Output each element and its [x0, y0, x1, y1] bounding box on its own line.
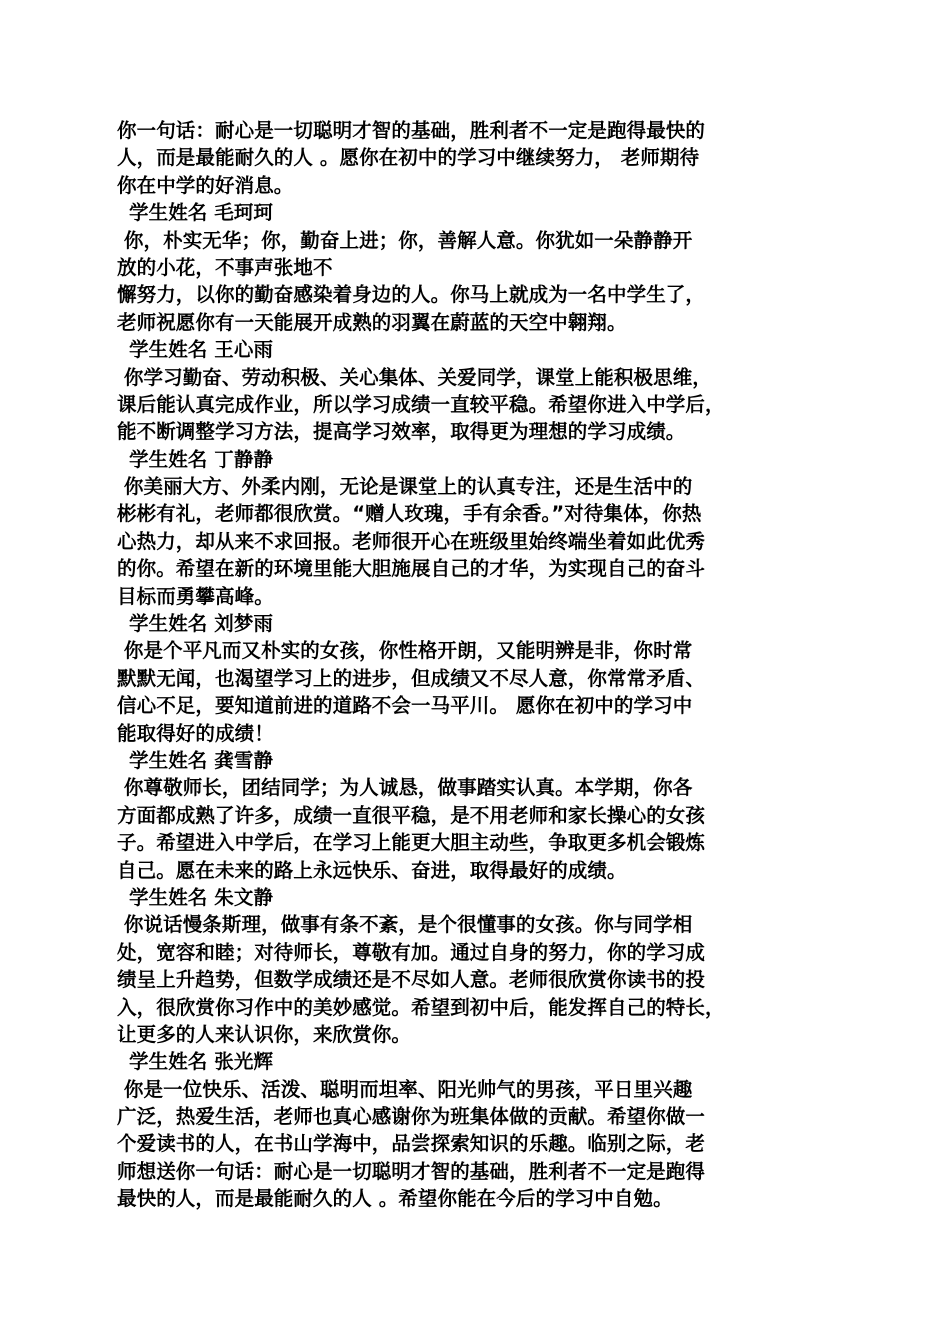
student-name-line: 学生姓名 刘梦雨: [129, 612, 274, 636]
comment-text-line: 方面都成熟了许多，成绩一直很平稳，是不用老师和家长操心的女孩: [117, 803, 706, 827]
student-name-line: 学生姓名 龚雪静: [129, 748, 274, 772]
comment-text-line: 能不断调整学习方法，提高学习效率，取得更为理想的学习成绩。: [117, 420, 686, 444]
comment-text-line: 课后能认真完成作业，所以学习成绩一直较平稳。希望你进入中学后，: [117, 392, 725, 416]
comment-text-line: 懈努力，以你的勤奋感染着身边的人。你马上就成为一名中学生了，: [117, 283, 706, 307]
comment-text-line: 你是个平凡而又朴实的女孩，你性格开朗，又能明辨是非，你时常: [117, 639, 693, 663]
student-name-line: 学生姓名 毛珂珂: [129, 201, 274, 225]
comment-text-line: 你尊敬师长，团结同学；为人诚恳，做事踏实认真。本学期，你各: [117, 776, 693, 800]
comment-text-line: 广泛，热爱生活，老师也真心感谢你为班集体做的贡献。希望你做一: [117, 1105, 706, 1129]
comment-text-line: 师想送你一句话：耐心是一切聪明才智的基础，胜利者不一定是跑得: [117, 1159, 706, 1183]
comment-text-line: 你是一位快乐、活泼、聪明而坦率、阳光帅气的男孩，平日里兴趣: [117, 1077, 693, 1101]
comment-text-line: 目标而勇攀高峰。: [117, 584, 274, 608]
comment-text-line: 让更多的人来认识你，来欣赏你。: [117, 1022, 412, 1046]
comment-text-line: 你，朴实无华；你，勤奋上进；你，善解人意。你犹如一朵静静开: [117, 228, 693, 252]
comment-text-line: 彬彬有礼，老师都很欣赏。“赠人玫瑰，手有余香。”对待集体，你热: [117, 502, 702, 526]
comment-text-line: 放的小花，不事声张地不: [117, 255, 333, 279]
student-name-line: 学生姓名 张光辉: [129, 1050, 274, 1074]
comment-text-line: 你在中学的好消息。: [117, 173, 294, 197]
comment-text-line: 能取得好的成绩！: [117, 721, 274, 745]
comment-text-line: 子。希望进入中学后，在学习上能更大胆主动些，争取更多机会锻炼: [117, 831, 706, 855]
student-name-line: 学生姓名 朱文静: [129, 885, 274, 909]
student-name-line: 学生姓名 丁静静: [129, 447, 274, 471]
comment-text-line: 处，宽容和睦；对待师长，尊敬有加。通过自身的努力，你的学习成: [117, 940, 706, 964]
comment-text-line: 你说话慢条斯理，做事有条不紊，是个很懂事的女孩。你与同学相: [117, 913, 693, 937]
comment-text-line: 你美丽大方、外柔内刚，无论是课堂上的认真专注，还是生活中的: [117, 475, 693, 499]
comment-text-line: 老师祝愿你有一天能展开成熟的羽翼在蔚蓝的天空中翱翔。: [117, 310, 627, 334]
comment-text-line: 你一句话：耐心是一切聪明才智的基础，胜利者不一定是跑得最快的: [117, 119, 706, 142]
comment-text-line: 最快的人，而是最能耐久的人 。希望你能在今后的学习中自勉。: [117, 1187, 673, 1211]
comment-text-line: 绩呈上升趋势，但数学成绩还是不尽如人意。老师很欣赏你读书的投: [117, 968, 706, 992]
comment-text-line: 入，很欣赏你习作中的美妙感觉。希望到初中后，能发挥自己的特长，: [117, 995, 725, 1019]
comment-text-line: 默默无闻，也渴望学习上的进步，但成绩又不尽人意，你常常矛盾、: [117, 666, 706, 690]
comment-text-line: 你学习勤奋、劳动积极、关心集体、关爱同学，课堂上能积极思维，: [117, 365, 712, 389]
comment-text-line: 人，而是最能耐久的人 。愿你在初中的学习中继续努力， 老师期待: [117, 146, 700, 170]
document-page: [117, 117, 847, 1213]
comment-text-line: 个爱读书的人，在书山学海中，品尝探索知识的乐趣。临别之际，老: [117, 1132, 706, 1156]
comment-text-line: 心热力，却从来不求回报。老师很开心在班级里始终端坐着如此优秀: [117, 529, 706, 553]
student-name-line: 学生姓名 王心雨: [129, 338, 274, 362]
comment-text-line: 的你。希望在新的环境里能大胆施展自己的才华，为实现自己的奋斗: [117, 557, 706, 581]
comment-text-line: 自己。愿在未来的路上永远快乐、奋进，取得最好的成绩。: [117, 858, 627, 882]
comment-text-line: 信心不足，要知道前进的道路不会一马平川。 愿你在初中的学习中: [117, 694, 693, 718]
